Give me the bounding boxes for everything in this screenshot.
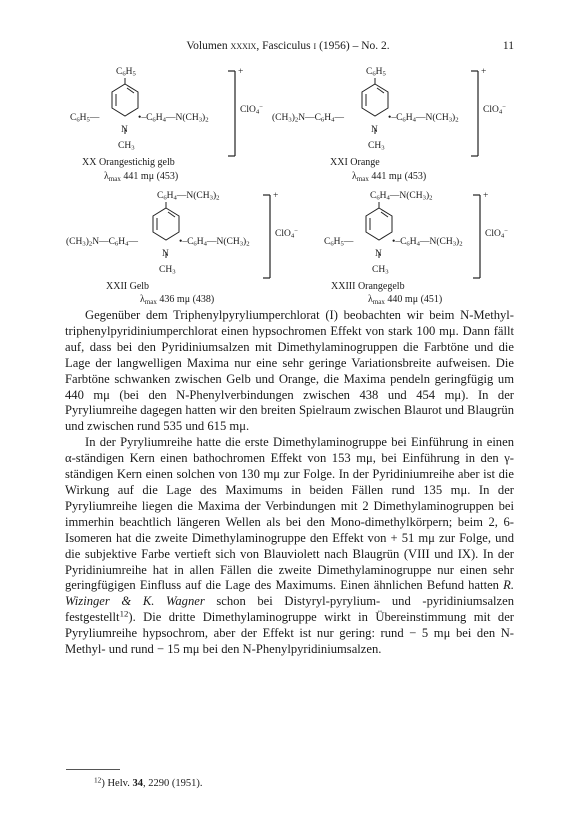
structure-xxii xyxy=(66,192,306,282)
paragraph-2: In der Pyryliumreihe hatte die erste Dimethylaminogruppe bei Einführung in einen α-ständigen Kern einen bathochromen Effekt von 153 mμ, bei Einführung in den γ-ständigen Kern einen solchen von 130 mμ zur Folge. In der Pyridiniumreihe aber ist die Wirkung auf die Lage des Maximums in beiden Fällen rund 135 mμ. In der Pyryliumreihe liegen die Maxima der Verbindungen mit 2 Dimethylaminogruppen bei immerhin beachtlich längeren Wellen als bei den Mono-dimethylkörpern; beim 2, 6-Isomeren hat die zweite Dimethylaminogruppe den Effekt von + 51 mμ zur Folge, und die subjektive Farbe vertieft sich von Blauviolett nach Blaugrün (VIII und IX). In der Pyridiniumreihe hat in allen Fällen die zweite Dimethylaminogruppe nur einen sehr geringfügigen Einfluss auf die Lage des Maximums. Einen ähnlichen Befund hatten R. Wizinger & K. Wagner schon bei Distyryl-pyrylium- und -pyridiniumsalzen festgestellt$^{12}$). Die dritte Dimethylaminogruppe wirkt in Übereinstimmung mit der Pyryliumreihe hypsochrom, aber der Effekt ist nur gering: rund − 5 mμ bei den N-Methyl- und rund − 15 mμ bei den N-Phenylpyridiniumsalzen. xyxy=(65,435,515,657)
phenyl-left: $C_6H_5—$ xyxy=(324,237,354,248)
lambda-xxii: $\lambda_{max}$ 436 mμ (438) xyxy=(140,294,215,306)
phenyl-top: $C_6H_5$ xyxy=(116,67,136,78)
dimethylaminophenyl-left: $(CH_3)_2N—C_6H_4—$ xyxy=(272,113,344,124)
author-wizinger: R. Wizinger xyxy=(65,578,514,609)
perchlorate: ClO$_4$− xyxy=(275,227,298,240)
perchlorate: ClO$_4$− xyxy=(485,227,508,240)
caption-xx: XX Orangestichig gelb xyxy=(82,157,175,168)
n-methyl: $CH_3$ xyxy=(372,265,389,276)
dimethylaminophenyl-top: $C_6H_4—N(CH_3)_2$ xyxy=(370,191,433,202)
lambda-xxi: $\lambda_{max}$ 441 mμ (453) xyxy=(352,171,427,183)
footnote-volume: 34 xyxy=(132,778,143,789)
plus-sign: + xyxy=(273,191,279,201)
structure-xxi xyxy=(268,68,518,158)
ring-nitrogen: N xyxy=(371,125,378,135)
caption-xxiii: XXIII Orangegelb xyxy=(331,281,405,292)
structure-xxiii xyxy=(323,192,523,282)
caption-xxi: XXI Orange xyxy=(330,157,380,168)
plus-sign: + xyxy=(481,67,487,77)
phenyl-top: $C_6H_5$ xyxy=(366,67,386,78)
ring-nitrogen: N xyxy=(121,125,128,135)
ring-nitrogen: N xyxy=(375,249,382,259)
phenyl-left: $C_6H_5—$ xyxy=(70,113,100,124)
dimethylaminophenyl-right: $•-C_6H_4—N(CH_3)_2$ xyxy=(138,113,209,124)
n-methyl: $CH_3$ xyxy=(368,141,385,152)
footnote-rule xyxy=(66,769,120,770)
dimethylaminophenyl-top: $C_6H_4—N(CH_3)_2$ xyxy=(157,191,220,202)
structure-xx xyxy=(70,68,270,158)
volume-number: xxxix xyxy=(230,40,257,52)
plus-sign: + xyxy=(483,191,489,201)
journal-line: Volumen xxxix, Fasciculus i (1956) – No. 2. xyxy=(186,40,390,52)
body-text xyxy=(65,308,514,658)
dimethylaminophenyl-right: $•-C_6H_4—N(CH_3)_2$ xyxy=(392,237,463,248)
caption-xxii: XXII Gelb xyxy=(106,281,150,292)
footnote: $^{12}$) Helv. 34, 2290 (1951). xyxy=(94,775,203,789)
dimethylaminophenyl-left: $(CH_3)_2N—C_6H_4—$ xyxy=(66,237,138,248)
fascicle-number: i xyxy=(313,40,317,52)
perchlorate: ClO$_4$− xyxy=(483,103,506,116)
dimethylaminophenyl-right: $•-C_6H_4—N(CH_3)_2$ xyxy=(179,237,250,248)
plus-sign: + xyxy=(238,67,244,77)
page-number: 11 xyxy=(502,40,514,52)
running-header xyxy=(62,40,514,56)
footnote-ref: 12 xyxy=(119,608,129,619)
ring-nitrogen: N xyxy=(162,249,169,259)
author-wagner: K. Wagner xyxy=(142,594,205,609)
lambda-xxiii: $\lambda_{max}$ 440 mμ (451) xyxy=(368,294,443,306)
paragraph-1: Gegenüber dem Triphenylpyryliumperchlorat (I) beobachten wir beim N-Methyl-triphenylpyridiniumperchlorat einen hypsochromen Effekt von stark 100 mμ. Dann fällt auf, dass bei den Pyridiniumsalzen mit Dimethylaminogruppen die Farbtöne und die Lage der langwelligen Maxima nur eine sehr geringe Variationsbreite aufweisen. Die Farbtöne schwanken zwischen Gelb und Orange, die Maxima pendeln geringfügig um 440 mμ (bei den N-Phenylverbindungen zwischen 438 und 454 mμ). In der Pyryliumreihe dagegen hatten wir den breiten Spielraum zwischen Blaurot und Blaugrün und zwischen rund 535 und 615 mμ. xyxy=(65,308,514,434)
n-methyl: $CH_3$ xyxy=(159,265,176,276)
n-methyl: $CH_3$ xyxy=(118,141,135,152)
perchlorate: ClO$_4$− xyxy=(240,103,263,116)
lambda-xx: $\lambda_{max}$ 441 mμ (453) xyxy=(104,171,179,183)
dimethylaminophenyl-right: $•-C_6H_4—N(CH_3)_2$ xyxy=(388,113,459,124)
